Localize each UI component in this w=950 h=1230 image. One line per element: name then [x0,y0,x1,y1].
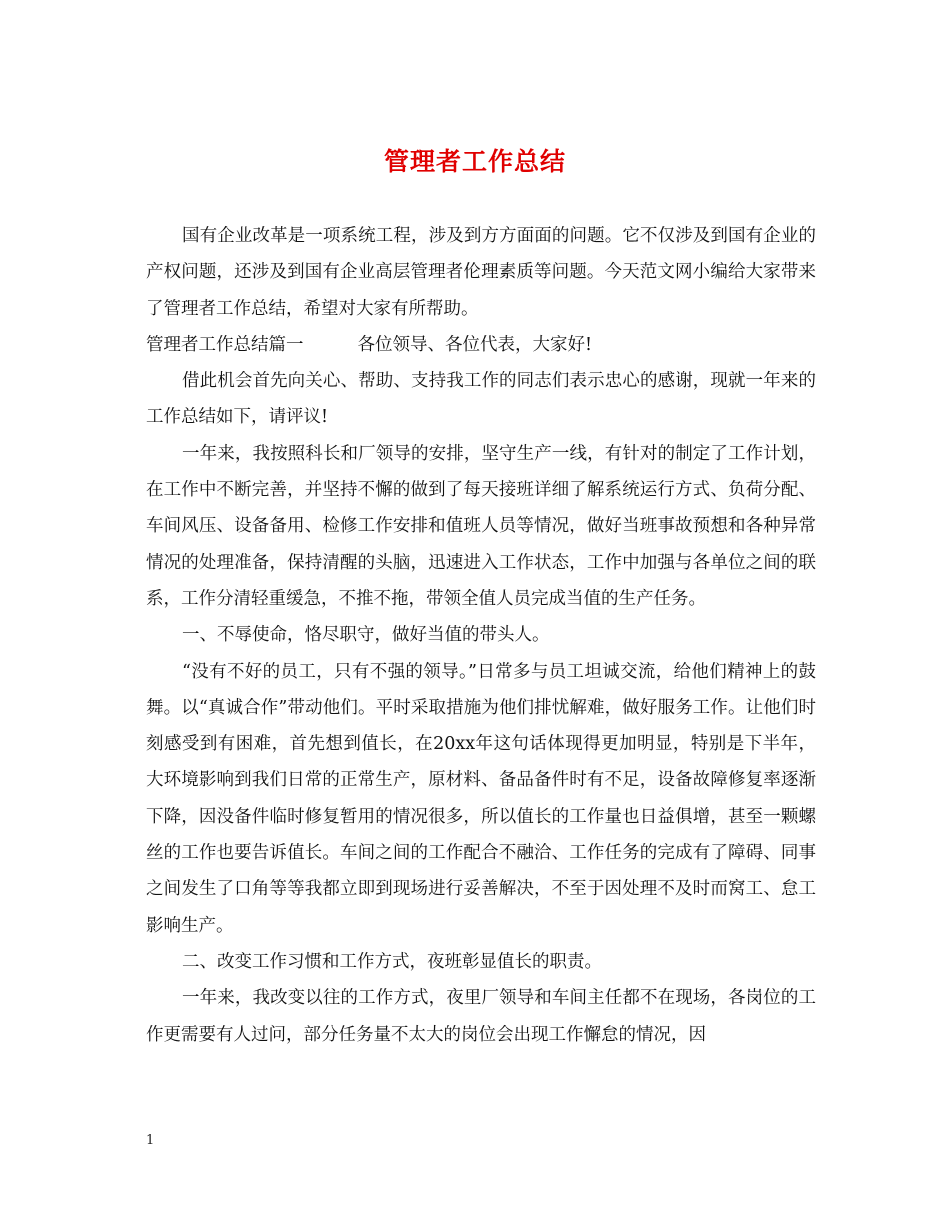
page-number: 1 [146,1133,155,1148]
body-paragraph: 一年来，我改变以往的工作方式，夜里厂领导和车间主任都不在现场，各岗位的工作更需要有人过问，部分任务量不太大的岗位会出现工作懈怠的情况，因 [146,988,816,1045]
intro-paragraph: 国有企业改革是一项系统工程，涉及到方方面面的问题。它不仅涉及到国有企业的产权问题，还涉及到国有企业高层管理者伦理素质等问题。今天范文网小编给大家带来了管理者工作总结，希望对大家有所帮助。 [146,226,816,319]
document-body [146,218,816,1053]
body-paragraph: “没有不好的员工，只有不强的领导。”日常多与员工坦诚交流，给他们精神上的鼓舞。以“真诚合作”带动他们。平时采取措施为他们排忧解难，做好服务工作。让他们时刻感受到有困难，首先想到值长，在20xx年这句话体现得更加明显，特别是下半年，大环境影响到我们日常的正常生产，原材料、备品备件时有不足，设备故障修复率逐渐下降，因没备件临时修复暂用的情况很多，所以值长的工作量也日益俱增，甚至一颗螺丝的工作也要告诉值长。车间之间的工作配合不融洽、工作任务的完成有了障碍、同事之间发生了口角等等我都立即到现场进行妥善解决，不至于因处理不及时而窝工、怠工影响生产。 [146,661,816,936]
section-heading-2: 二、改变工作习惯和工作方式，夜班彰显值长的职责。 [182,951,602,972]
section-heading-1: 一、不辱使命，恪尽职守，做好当值的带头人。 [182,625,550,646]
section-label: 管理者工作总结篇一 [146,334,304,355]
greeting-text: 各位领导、各位代表，大家好! [357,334,593,355]
body-paragraph: 一年来，我按照科长和厂领导的安排，坚守生产一线，有针对的制定了工作计划，在工作中不断完善，并坚持不懈的做到了每天接班详细了解系统运行方式、负荷分配、车间风压、设备备用、检修工作安排和值班人员等情况，做好当班事故预想和各种异常情况的处理准备，保持清醒的头脑，迅速进入工作状态，工作中加强与各单位之间的联系，工作分清轻重缓急，不推不拖，带领全值人员完成当值的生产任务。 [146,443,816,609]
section-heading-line [146,327,816,363]
body-paragraph: 借此机会首先向关心、帮助、支持我工作的同志们表示忠心的感谢，现就一年来的工作总结如下，请评议! [146,371,816,428]
page-title: 管理者工作总结 [383,147,566,176]
